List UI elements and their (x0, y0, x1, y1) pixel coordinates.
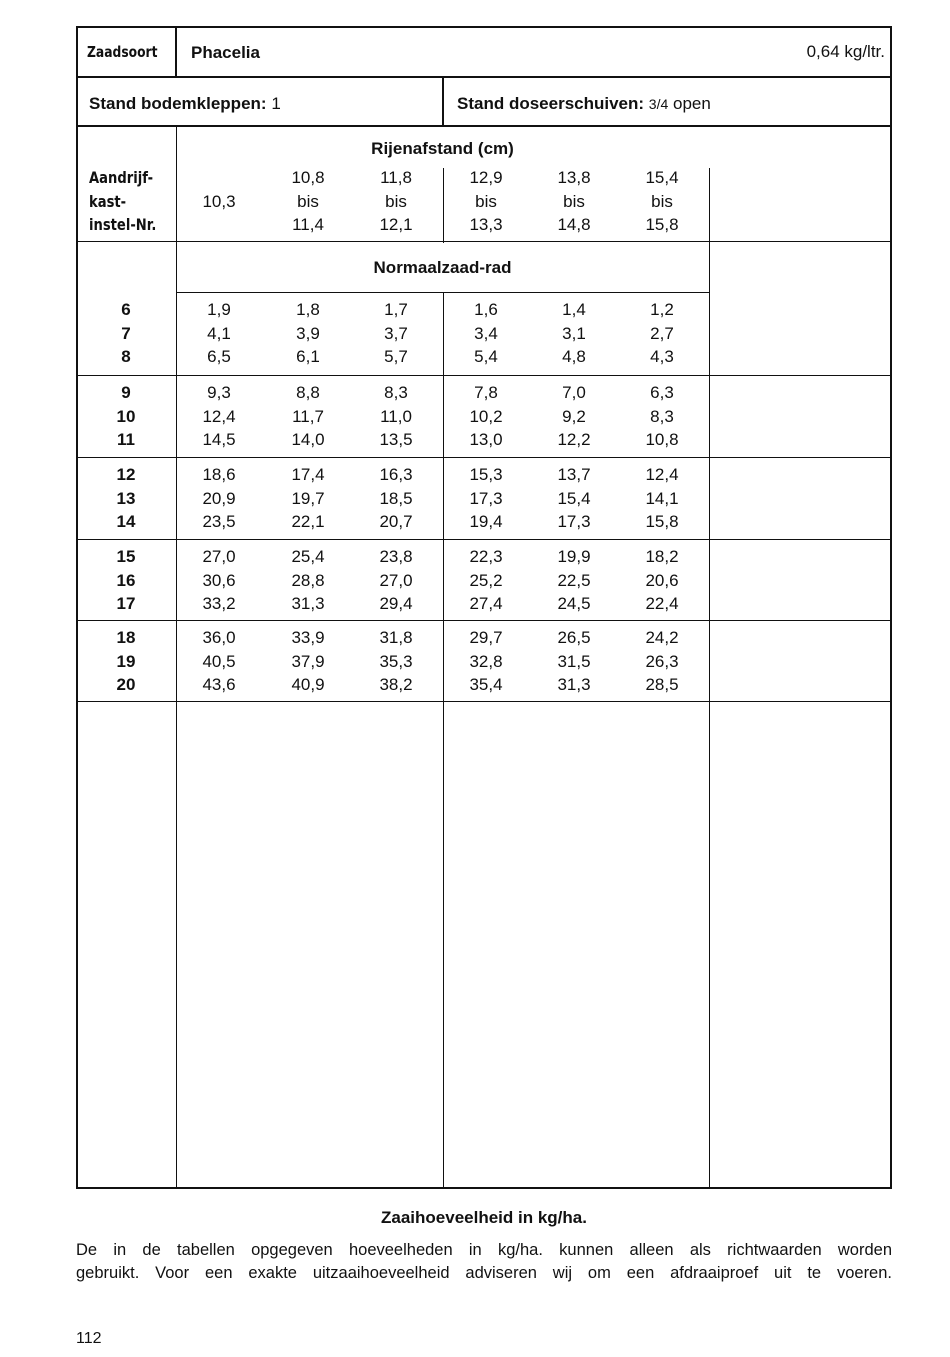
row-spacing-header: bis (651, 192, 673, 211)
dosing-slides-value: open (673, 94, 711, 113)
seeding-rate-cell: 13,5 (379, 430, 413, 449)
dosing-slides-fraction: 3/4 (648, 96, 669, 112)
dosing-slides-label: Stand doseerschuiven: (457, 94, 645, 113)
seeding-rate-cell: 19,4 (469, 512, 503, 531)
seeding-rate-cell: 22,3 (469, 547, 503, 566)
seeding-rate-cell: 12,4 (645, 465, 679, 484)
row-spacing-header: 15,8 (645, 215, 679, 234)
seeding-rate-cell: 22,1 (291, 512, 325, 531)
seeding-rate-cell: 14,5 (202, 430, 236, 449)
seeding-rate-cell: 31,5 (557, 651, 591, 671)
gearbox-label-line: kast- (89, 192, 127, 211)
seeding-rate-cell: 36,0 (202, 628, 236, 647)
seeding-rate-cell: 29,7 (469, 628, 503, 647)
row-spacing-header: bis (385, 192, 407, 211)
settings-divider (76, 125, 892, 127)
seeding-rate-cell: 17,4 (291, 465, 325, 484)
row-spacing-header: bis (563, 192, 585, 211)
seeding-rate-cell: 2,7 (650, 323, 674, 343)
group-divider (76, 701, 892, 702)
seeding-rate-cell: 27,0 (379, 570, 413, 590)
seeding-rate-cell: 26,3 (645, 651, 679, 671)
seeding-rate-cell: 10,2 (469, 406, 503, 426)
seed-label: Zaadsoort (87, 43, 158, 61)
seeding-rate-cell: 26,5 (557, 628, 591, 647)
seeding-rate-cell: 15,8 (645, 512, 679, 531)
seeding-rate-cell: 9,3 (207, 383, 231, 402)
row-spacing-header: bis (297, 192, 319, 211)
seeding-rate-cell: 4,3 (650, 347, 674, 366)
seeding-rate-cell: 31,3 (291, 594, 325, 613)
seeding-rate-cell: 37,9 (291, 651, 325, 671)
seeding-rate-cell: 7,8 (474, 383, 498, 402)
seeding-rate-cell: 33,9 (291, 628, 325, 647)
seeding-rate-cell: 43,6 (202, 675, 236, 694)
row-spacing-header: bis (475, 192, 497, 211)
seeding-rate-cell: 4,1 (207, 323, 231, 343)
bottom-flaps-value: 1 (271, 94, 281, 113)
seed-value: Phacelia (191, 43, 260, 62)
seeding-rate-cell: 18,6 (202, 465, 236, 484)
seeding-rate-cell: 1,7 (384, 300, 408, 319)
seeding-rate-cell: 6,3 (650, 383, 674, 402)
wheel-title: Normaalzaad-rad (373, 258, 512, 277)
seeding-rate-cell: 6,1 (296, 347, 320, 366)
gearbox-column-divider (176, 126, 177, 1189)
seeding-rate-cell: 11,0 (380, 406, 412, 426)
note-line: De in de tabellen opgegeven hoeveelheden in kg/ha. kunnen alleen als richtwaarden worden (76, 1241, 892, 1259)
seeding-rate-cell: 25,2 (469, 570, 503, 590)
seeding-rate-cell: 9,2 (562, 406, 586, 426)
seeding-rate-cell: 8,8 (296, 383, 320, 402)
group-divider (76, 457, 892, 458)
seeding-rate-cell: 32,8 (469, 651, 503, 671)
row-spacing-header: 11,8 (380, 168, 412, 187)
seeding-rate-cell: 25,4 (291, 547, 325, 566)
header-divider (76, 76, 892, 78)
seeding-rate-cell: 29,4 (379, 594, 413, 613)
dosing-slides-setting (457, 94, 711, 114)
row-spacing-header: 10,8 (291, 168, 325, 187)
seeding-rate-cell: 8,3 (650, 406, 674, 426)
seed-density: 0,64 kg/ltr. (806, 42, 885, 61)
seeding-rate-cell: 14,0 (291, 430, 325, 449)
seeding-rate-cell: 31,3 (557, 675, 591, 694)
gearbox-setting-number: 19 (116, 651, 136, 671)
seeding-rate-cell: 40,5 (202, 651, 236, 671)
bottom-flaps-setting (89, 94, 281, 114)
seeding-rate-cell: 3,7 (384, 323, 408, 343)
seeding-rate-cell: 3,4 (474, 323, 498, 343)
seeding-rate-cell: 13,7 (557, 465, 591, 484)
seeding-rate-cell: 20,9 (202, 488, 236, 508)
seeding-rate-cell: 15,3 (469, 465, 503, 484)
seed-label-divider (175, 26, 177, 77)
seeding-rate-cell: 14,1 (645, 488, 679, 508)
seeding-rate-cell: 23,8 (379, 547, 413, 566)
bottom-flaps-label: Stand bodemkleppen: (89, 94, 267, 113)
gearbox-label-line: instel-Nr. (89, 215, 157, 234)
seeding-rate-cell: 22,5 (557, 570, 591, 590)
gearbox-setting-number: 17 (116, 594, 136, 613)
column-head-divider (76, 241, 892, 242)
settings-mid-divider (442, 76, 444, 126)
gearbox-setting-number: 8 (121, 347, 131, 366)
seeding-rate-cell: 18,5 (379, 488, 413, 508)
seeding-rate-cell: 8,3 (384, 383, 408, 402)
seeding-rate-cell: 4,8 (562, 347, 586, 366)
row-spacing-header: 11,4 (292, 215, 324, 234)
seeding-rate-cell: 1,9 (207, 300, 231, 319)
gearbox-setting-number: 13 (116, 488, 136, 508)
row-spacing-title: Rijenafstand (cm) (371, 139, 514, 158)
seeding-rate-cell: 12,4 (202, 406, 236, 426)
gearbox-setting-number: 15 (116, 547, 136, 566)
gearbox-setting-number: 7 (121, 323, 131, 343)
table-right-divider (709, 168, 710, 1189)
seeding-rate-cell: 13,0 (469, 430, 503, 449)
gearbox-setting-number: 20 (116, 675, 136, 694)
seeding-rate-cell: 18,2 (645, 547, 679, 566)
seeding-rate-cell: 35,4 (469, 675, 503, 694)
gearbox-setting-number: 10 (116, 406, 136, 426)
seeding-rate-cell: 16,3 (379, 465, 413, 484)
seeding-rate-cell: 15,4 (557, 488, 591, 508)
gearbox-setting-number: 12 (116, 465, 136, 484)
group-divider (76, 620, 892, 621)
seeding-rate-cell: 23,5 (202, 512, 236, 531)
row-spacing-header: 15,4 (645, 168, 679, 187)
row-spacing-header: 12,9 (469, 168, 503, 187)
seeding-rate-cell: 22,4 (645, 594, 679, 613)
seeding-rate-cell: 35,3 (379, 651, 413, 671)
row-spacing-header: 13,3 (469, 215, 503, 234)
seeding-rate-cell: 7,0 (562, 383, 586, 402)
seeding-rate-cell: 3,9 (296, 323, 320, 343)
seeding-rate-cell: 28,8 (291, 570, 325, 590)
gearbox-setting-number: 6 (121, 300, 131, 319)
seeding-rate-cell: 38,2 (379, 675, 413, 694)
seeding-rate-cell: 24,5 (557, 594, 591, 613)
seeding-rate-cell: 5,4 (474, 347, 498, 366)
group-divider (76, 539, 892, 540)
seeding-rate-cell: 20,6 (645, 570, 679, 590)
gearbox-setting-number: 11 (117, 430, 135, 449)
table-mid-divider-lower (443, 293, 444, 1189)
gearbox-setting-number: 9 (121, 383, 131, 402)
seeding-rate-cell: 12,2 (557, 430, 591, 449)
seeding-rate-cell: 31,8 (379, 628, 413, 647)
gearbox-label-line: Aandrijf- (89, 168, 154, 187)
seeding-rate-cell: 5,7 (384, 347, 408, 366)
row-spacing-header: 14,8 (557, 215, 591, 234)
page-number: 112 (76, 1330, 102, 1347)
seeding-rate-cell: 27,4 (469, 594, 503, 613)
seeding-rate-cell: 27,0 (202, 547, 236, 566)
note-line: gebruikt. Voor een exakte uitzaaihoeveelheid adviseren wij om een afdraaiproef uit te voeren. (76, 1264, 892, 1282)
group-divider (76, 375, 892, 376)
row-spacing-header: 10,3 (202, 192, 236, 211)
seeding-rate-cell: 30,6 (202, 570, 236, 590)
seeding-rate-cell: 11,7 (292, 406, 324, 426)
gearbox-setting-number: 16 (116, 570, 136, 590)
seeding-rate-cell: 6,5 (207, 347, 231, 366)
seeding-rate-cell: 40,9 (291, 675, 325, 694)
seeding-rate-cell: 1,6 (474, 300, 498, 319)
seeding-rate-cell: 10,8 (645, 430, 679, 449)
gearbox-setting-number: 14 (116, 512, 136, 531)
wheel-title-divider (176, 292, 709, 293)
gearbox-setting-number: 18 (116, 628, 136, 647)
row-spacing-header: 12,1 (379, 215, 413, 234)
table-caption: Zaaihoeveelheid in kg/ha. (381, 1208, 587, 1227)
seeding-rate-cell: 19,9 (557, 547, 591, 566)
seeding-rate-cell: 20,7 (379, 512, 413, 531)
seeding-rate-cell: 24,2 (645, 628, 679, 647)
seeding-rate-cell: 17,3 (557, 512, 591, 531)
seeding-rate-cell: 1,4 (562, 300, 586, 319)
seeding-rate-cell: 1,2 (650, 300, 674, 319)
seeding-rate-cell: 3,1 (562, 323, 586, 343)
seeding-rate-cell: 19,7 (291, 488, 325, 508)
seeding-rate-cell: 28,5 (645, 675, 679, 694)
seeding-rate-cell: 33,2 (202, 594, 236, 613)
table-mid-divider (443, 168, 444, 243)
row-spacing-header: 13,8 (557, 168, 591, 187)
seeding-rate-cell: 1,8 (296, 300, 320, 319)
seeding-rate-cell: 17,3 (469, 488, 503, 508)
